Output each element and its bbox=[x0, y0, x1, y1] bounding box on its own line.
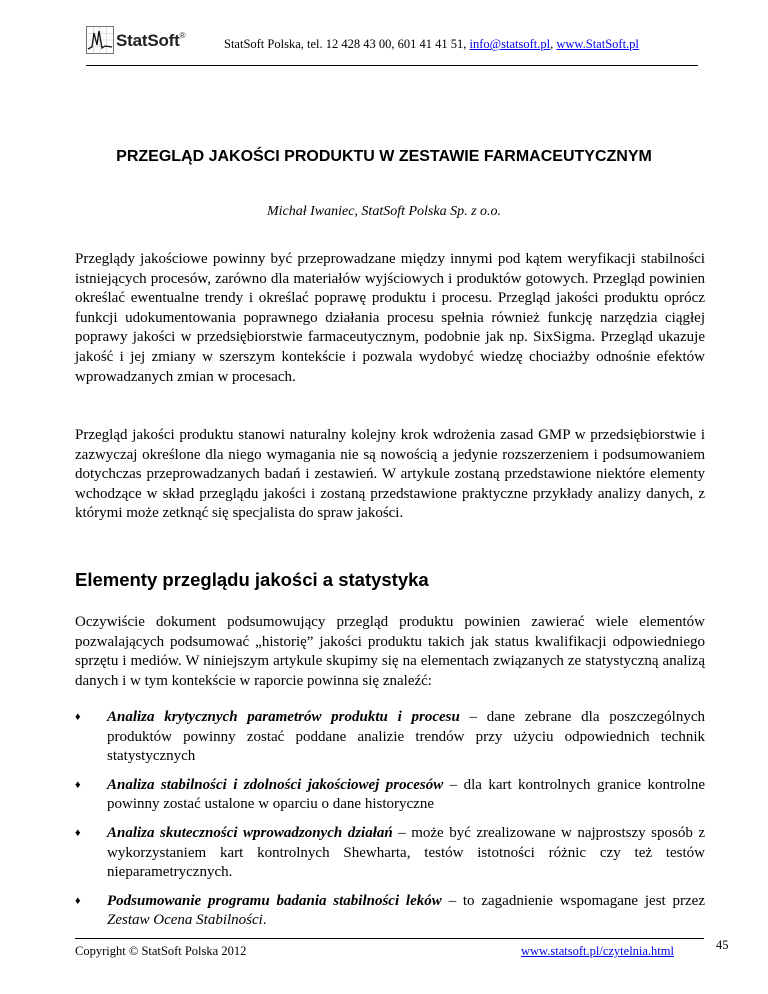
list-item: ♦ Analiza stabilności i zdolności jakościowej procesów – dla kart kontrolnych granice kontrolne powinny zostać ustalone w oparciu o dane historyczne bbox=[75, 776, 705, 813]
statsoft-logo bbox=[86, 26, 206, 62]
list-item: ♦ Analiza skuteczności wprowadzonych działań – może być zrealizowane w najprostszy sposób z wykorzystaniem kart kontrolnych Shewharta, testów istotności różnic czy też testów nieparametrycznych. bbox=[75, 824, 705, 881]
article-author: Michał Iwaniec, StatSoft Polska Sp. z o.o. bbox=[266, 204, 502, 219]
paragraph-1: Przeglądy jakościowe powinny być przeprowadzane między innymi pod kątem weryfikacji stabilności istniejących procesów, zarówno dla materiałów wyjściowych i produktów gotowych. Przegląd powinien określać ewentualne trendy i określać poprawę produktu i procesu. Przegląd jakości produktu oprócz funkcji udokumentowania poprawnego działania procesu spełnia również funkcję narzędzia ciągłej poprawy jakości w przedsiębiorstwie farmaceutycznym, podobnie jak np. SixSigma. Przegląd ukazuje jakość i jej zmiany w szerszym kontekście i pozwala wydobyć wiedzę chociażby odnośnie efektów wprowadzanych zmian w procesach. bbox=[75, 251, 705, 385]
header-divider bbox=[86, 65, 698, 66]
page-number: 45 bbox=[716, 938, 729, 952]
footer-link-wrapper bbox=[521, 944, 674, 959]
footer-divider bbox=[75, 938, 704, 939]
website-link[interactable]: www.StatSoft.pl bbox=[556, 37, 639, 51]
page-header bbox=[86, 22, 698, 66]
list-item: ♦ Podsumowanie programu badania stabilności leków – to zagadnienie wspomagane jest przez Zestaw Ocena Stabilności. bbox=[75, 892, 705, 929]
email-link[interactable]: info@statsoft.pl bbox=[469, 37, 551, 51]
section-intro: Oczywiście dokument podsumowujący przegląd produktu powinien zawierać wiele elementów pozwalających podsumować „historię” jakości produktu takich jak status kwalifikacji odpowiedniego sprzętu i mediów. W niniejszym artykule skupimy się na elementach związanych ze statystyczną analizą danych i w tym kontekście w raporcie powinna się znaleźć: bbox=[75, 614, 705, 689]
footer-link[interactable]: www.statsoft.pl/czytelnia.html bbox=[521, 944, 674, 958]
footer-copyright: Copyright © StatSoft Polska 2012 bbox=[75, 944, 247, 958]
chart-logo-icon bbox=[86, 26, 114, 54]
list-item: ♦ Analiza krytycznych parametrów produktu i procesu – dane zebrane dla poszczególnych produktów powinny zostać poddane analizie trendów przy użyciu odpowiednich technik statystycznych bbox=[75, 709, 706, 765]
header-contact-line: StatSoft Polska, tel. 12 428 43 00, 601 41 41 51, info@statsoft.pl, www.StatSoft.pl bbox=[224, 37, 639, 51]
diamond-bullet-icon: ♦ bbox=[75, 826, 81, 839]
paragraph-2: Przegląd jakości produktu stanowi naturalny kolejny krok wdrożenia zasad GMP w przedsiębiorstwie i zazwyczaj określone dla niego wymagania nie są nowością a jedynie rozszerzeniem i podsumowaniem dotychczas przeprowadzanych badań i zestawień. W artykule zostaną przedstawione niektóre elementy wchodzące w skład przeglądu jakości i zostaną przedstawione praktyczne przykłady analizy danych, z którymi może zetknąć się specjalista do spraw jakości. bbox=[75, 427, 705, 522]
diamond-bullet-icon: ♦ bbox=[75, 778, 81, 791]
diamond-bullet-icon: ♦ bbox=[75, 711, 81, 723]
diamond-bullet-icon: ♦ bbox=[75, 894, 81, 907]
section-heading: Elementy przeglądu jakości a statystyka bbox=[75, 569, 429, 590]
requirements-list bbox=[75, 708, 705, 940]
logo-wordmark: StatSoft® bbox=[116, 31, 186, 50]
article-title: PRZEGLĄD JAKOŚCI PRODUKTU W ZESTAWIE FARMACEUTYCZNYM bbox=[116, 148, 652, 165]
header-contact: StatSoft Polska, tel. 12 428 43 00, 601 41 41 51, bbox=[224, 37, 470, 51]
